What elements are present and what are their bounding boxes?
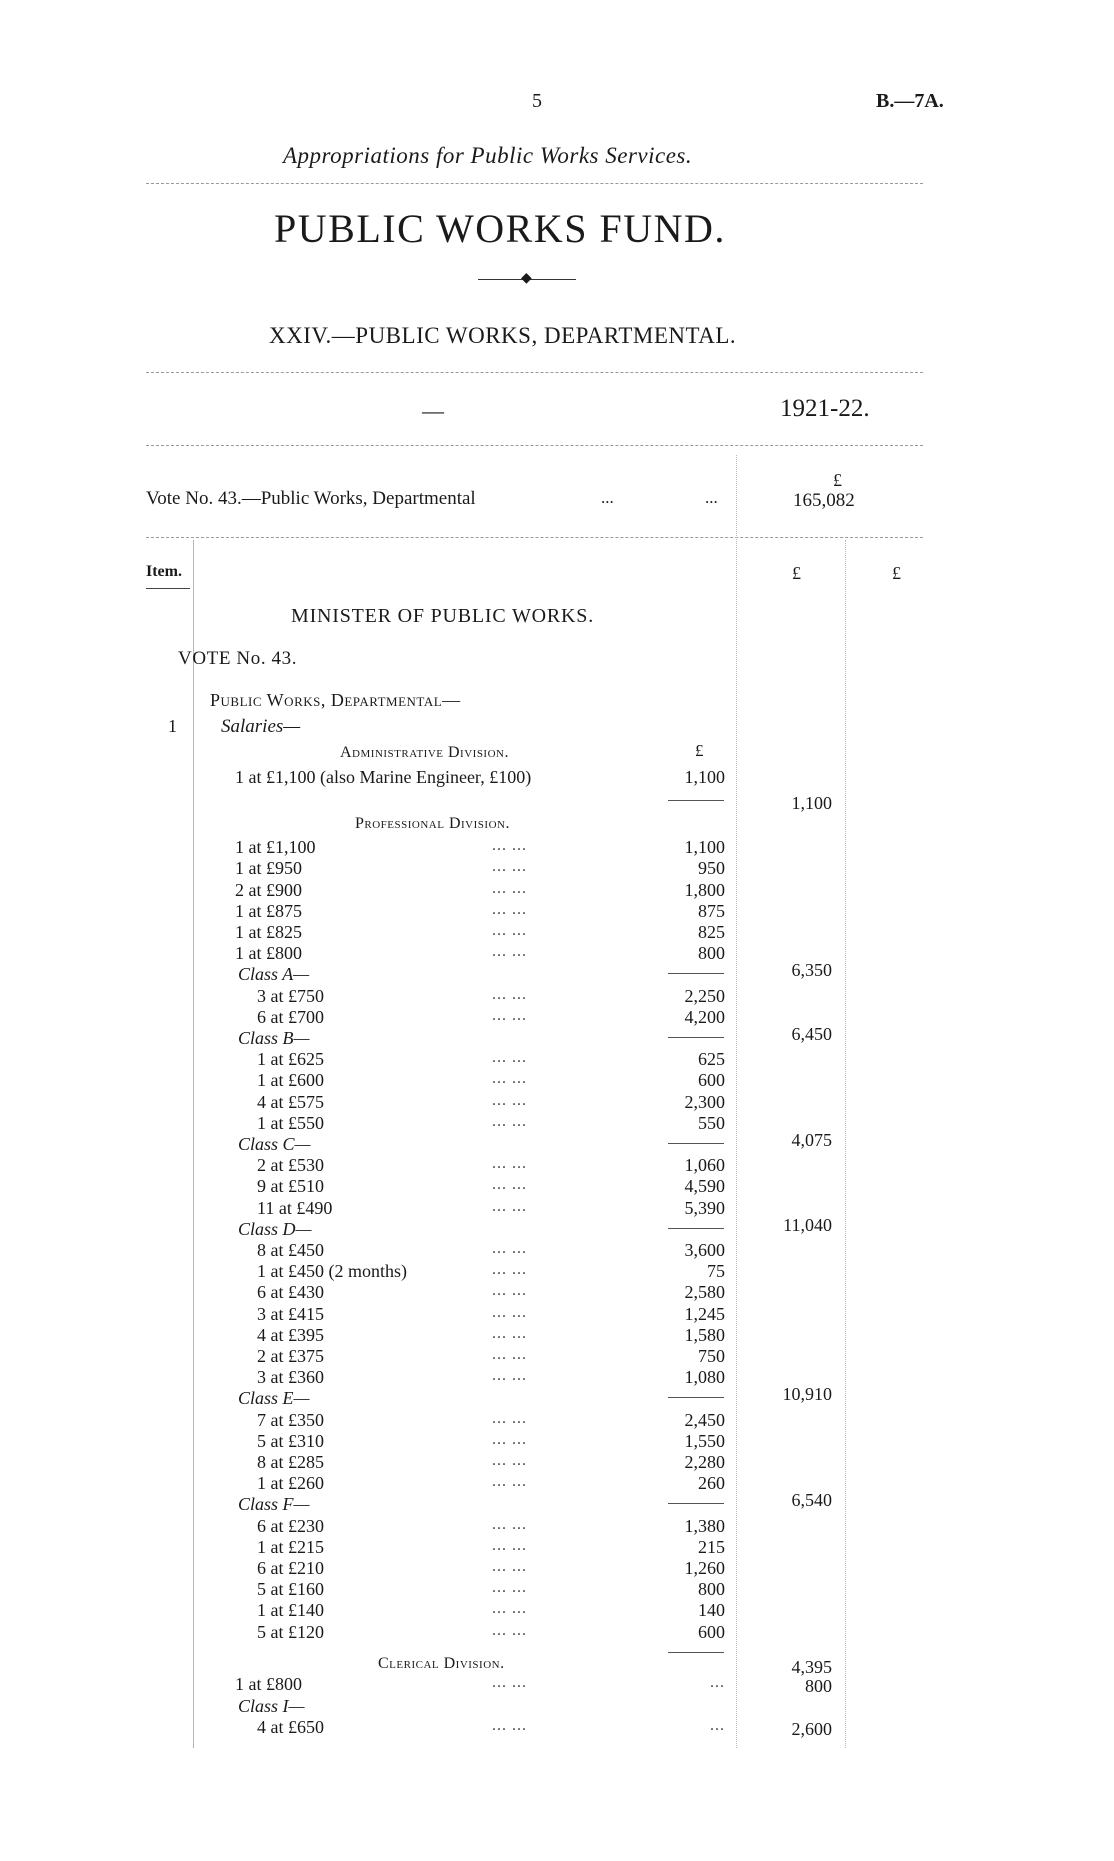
class-total-stroke <box>668 1228 724 1229</box>
leader-dots: ... ... <box>492 1621 527 1639</box>
table-row-amount: 2,250 <box>684 985 725 1006</box>
table-row-label: 1 at £950 <box>235 858 302 879</box>
table-row-amount: 1,260 <box>684 1558 725 1578</box>
leader-dots: ... ... <box>492 879 527 897</box>
table-row-amount: 3,600 <box>684 1240 725 1260</box>
table-row-amount: 1,380 <box>684 1515 725 1536</box>
class-label: Class D— <box>238 1218 312 1239</box>
class-subtotal: 6,540 <box>791 1490 832 1511</box>
table-row-label: 6 at £210 <box>257 1558 324 1578</box>
table-row-label: 5 at £160 <box>257 1579 324 1600</box>
leader-dots: ... ... <box>492 1367 527 1385</box>
vote-rule <box>146 537 923 538</box>
table-row-label: 3 at £360 <box>257 1367 324 1388</box>
table-row-label: 3 at £415 <box>257 1303 324 1324</box>
leader-dots: ... ... <box>492 1674 527 1692</box>
leader-dots: ... ... <box>492 1240 527 1257</box>
clerical-first-label: 1 at £800 <box>235 1674 302 1695</box>
table-row-label: 8 at £450 <box>257 1240 324 1260</box>
leader-dots: ... ... <box>492 1346 527 1363</box>
table-row-label: 4 at £395 <box>257 1324 324 1345</box>
table-row-amount: 75 <box>707 1261 725 1282</box>
table-row-amount: 2,450 <box>684 1409 725 1430</box>
table-row-label: 6 at £430 <box>257 1282 324 1303</box>
table-row-label: 4 at £575 <box>257 1091 324 1112</box>
table-row-amount: 875 <box>698 900 725 921</box>
administrative-subtotal: 1,100 <box>791 793 832 813</box>
vote-label: Vote No. 43.—Public Works, Departmental <box>146 488 476 509</box>
table-row-label: 6 at £230 <box>257 1515 324 1536</box>
leader-dots: ... ... <box>492 1473 527 1491</box>
leader-dots: ... ... <box>492 1049 527 1067</box>
administrative-total-stroke <box>668 800 724 801</box>
class-label: Class B— <box>238 1028 310 1048</box>
table-row-label: 2 at £375 <box>257 1346 324 1366</box>
table-row-amount: 625 <box>698 1049 725 1070</box>
table-row-amount: 2,580 <box>684 1282 725 1303</box>
leader-dots: ... ... <box>492 1070 527 1088</box>
leader-dots: ... <box>710 1716 725 1734</box>
table-row-amount: 600 <box>698 1070 725 1091</box>
class-total-stroke <box>668 1397 724 1398</box>
clerical-class-label: Class I— <box>238 1695 305 1716</box>
table-row-amount: 4,590 <box>684 1176 725 1197</box>
table-row-amount: 2,300 <box>684 1091 725 1112</box>
administrative-pound: £ <box>695 741 704 760</box>
table-row-amount: 260 <box>698 1473 725 1494</box>
table-row-amount: 5,390 <box>684 1197 725 1218</box>
leader-dots: ... ... <box>492 1600 527 1618</box>
vote-number-heading: VOTE No. 43. <box>178 648 298 669</box>
year-dash: — <box>422 398 444 423</box>
leader-dots: ... ... <box>492 1716 527 1734</box>
document-reference: B.—7A. <box>876 90 944 112</box>
leader-dots: ... ... <box>492 1409 527 1427</box>
table-row-label: 6 at £700 <box>257 1006 324 1027</box>
item-number: 1 <box>168 716 177 736</box>
table-row-label: 1 at £825 <box>235 922 302 942</box>
leader-dots: ... ... <box>492 1197 527 1215</box>
leader-dots: ... ... <box>492 1006 527 1024</box>
vote-dots-2: ... <box>705 488 718 507</box>
table-row-amount: 950 <box>698 858 725 879</box>
leader-dots: ... ... <box>492 1261 527 1279</box>
amount-column-line <box>736 455 737 1748</box>
vote-amount: 165,082 <box>793 490 855 511</box>
item-column-header: Item. <box>146 563 182 580</box>
leader-dots: ... ... <box>492 985 527 1003</box>
clerical-second-label: 4 at £650 <box>257 1716 324 1737</box>
table-row-amount: 4,200 <box>684 1006 725 1027</box>
table-row-amount: 750 <box>698 1346 725 1366</box>
table-row-label: 11 at £490 <box>257 1197 333 1218</box>
leader-dots: ... ... <box>492 1155 527 1173</box>
table-row-amount: 800 <box>698 1579 725 1600</box>
table-row-amount: 800 <box>698 943 725 964</box>
table-row-amount: 1,580 <box>684 1324 725 1345</box>
page-title: PUBLIC WORKS FUND. <box>274 206 726 251</box>
leader-dots: ... ... <box>492 837 527 855</box>
header-rule <box>146 183 923 184</box>
table-row-label: 1 at £450 (2 months) <box>257 1261 407 1282</box>
class-subtotal: 10,910 <box>782 1384 832 1405</box>
minister-heading: MINISTER OF PUBLIC WORKS. <box>291 605 594 627</box>
table-row-amount: 1,800 <box>684 879 725 900</box>
leader-dots: ... <box>710 1674 725 1692</box>
administrative-line: 1 at £1,100 (also Marine Engineer, £100) <box>235 767 532 787</box>
class-label: Class E— <box>238 1388 310 1409</box>
table-row-label: 2 at £900 <box>235 879 302 900</box>
leader-dots: ... ... <box>492 1112 527 1130</box>
leader-dots: ... ... <box>492 1579 527 1597</box>
professional-heading: Professional Division. <box>355 815 510 832</box>
column-2-currency: £ <box>892 563 901 583</box>
table-row-label: 1 at £260 <box>257 1473 324 1494</box>
leader-dots: ... ... <box>492 1452 527 1469</box>
administrative-heading: Administrative Division. <box>340 744 509 761</box>
leader-dots: ... ... <box>492 1430 527 1448</box>
table-row-amount: 2,280 <box>684 1452 725 1472</box>
class-subtotal: 4,395 <box>791 1656 832 1677</box>
leader-dots: ... ... <box>492 900 527 918</box>
class-subtotal: 4,075 <box>791 1130 832 1150</box>
leader-dots: ... ... <box>492 1303 527 1321</box>
page-subtitle: Appropriations for Public Works Services. <box>283 143 693 168</box>
table-row-label: 7 at £350 <box>257 1409 324 1430</box>
item-header-underline <box>146 588 190 589</box>
table-row-label: 1 at £550 <box>257 1112 324 1133</box>
section-heading: XXIV.—PUBLIC WORKS, DEPARTMENTAL. <box>269 323 737 348</box>
department-heading: Public Works, Departmental— <box>210 690 461 710</box>
column-1-currency: £ <box>792 563 801 583</box>
table-row-label: 2 at £530 <box>257 1155 324 1176</box>
table-row-amount: 1,080 <box>684 1367 725 1388</box>
leader-dots: ... ... <box>492 1282 527 1300</box>
table-row-label: 1 at £215 <box>257 1536 324 1557</box>
clerical-second-amount: 2,600 <box>791 1718 832 1739</box>
page-number: 5 <box>532 90 542 112</box>
class-total-stroke <box>668 1037 724 1038</box>
table-row-label: 8 at £285 <box>257 1452 324 1472</box>
table-row-label: 1 at £1,100 <box>235 837 316 858</box>
class-subtotal: 6,450 <box>791 1024 832 1044</box>
table-row-amount: 825 <box>698 922 725 942</box>
table-row-label: 1 at £625 <box>257 1049 324 1070</box>
class-f-total-stroke <box>668 1652 724 1653</box>
leader-dots: ... ... <box>492 858 527 876</box>
class-total-stroke <box>668 1143 724 1144</box>
subtotal-column-line <box>845 540 846 1748</box>
professional-subtotal: 6,350 <box>791 960 832 981</box>
table-row-amount: 215 <box>698 1536 725 1557</box>
administrative-amount: 1,100 <box>684 767 725 787</box>
table-row-label: 1 at £600 <box>257 1070 324 1091</box>
leader-dots: ... ... <box>492 943 527 961</box>
leader-dots: ... ... <box>492 1536 527 1554</box>
diamond-icon: ◆ <box>521 271 532 286</box>
table-row-amount: 1,245 <box>684 1303 725 1324</box>
leader-dots: ... ... <box>492 1558 527 1575</box>
table-row-label: 3 at £750 <box>257 985 324 1006</box>
table-row-amount: 1,060 <box>684 1155 725 1176</box>
class-label: Class F— <box>238 1494 310 1515</box>
class-total-stroke <box>668 1503 724 1504</box>
leader-dots: ... ... <box>492 1515 527 1533</box>
leader-dots: ... ... <box>492 1324 527 1342</box>
item-column-line <box>193 540 194 1748</box>
table-row-label: 1 at £875 <box>235 900 302 921</box>
table-row-label: 5 at £120 <box>257 1621 324 1642</box>
table-row-label: 1 at £800 <box>235 943 302 964</box>
class-total-stroke <box>668 973 724 974</box>
table-row-amount: 550 <box>698 1112 725 1133</box>
section-rule <box>146 372 923 373</box>
leader-dots: ... ... <box>492 1091 527 1109</box>
salaries-label: Salaries— <box>221 716 301 737</box>
clerical-first-amount: 800 <box>805 1676 832 1697</box>
table-row-amount: 1,550 <box>684 1430 725 1451</box>
table-row-label: 9 at £510 <box>257 1176 324 1197</box>
year-rule <box>146 445 923 446</box>
table-row-label: 1 at £140 <box>257 1600 324 1621</box>
leader-dots: ... ... <box>492 922 527 939</box>
vote-dots-1: ... <box>601 488 614 507</box>
table-row-label: 5 at £310 <box>257 1430 324 1451</box>
class-label: Class A— <box>238 964 310 985</box>
leader-dots: ... ... <box>492 1176 527 1194</box>
clerical-heading: Clerical Division. <box>378 1655 505 1673</box>
class-subtotal: 11,040 <box>783 1214 832 1235</box>
table-row-amount: 600 <box>698 1621 725 1642</box>
table-row-amount: 1,100 <box>684 837 725 858</box>
table-row-amount: 140 <box>698 1600 725 1621</box>
class-label: Class C— <box>238 1134 311 1154</box>
vote-currency: £ <box>833 470 842 490</box>
fiscal-year: 1921-22. <box>780 395 870 422</box>
